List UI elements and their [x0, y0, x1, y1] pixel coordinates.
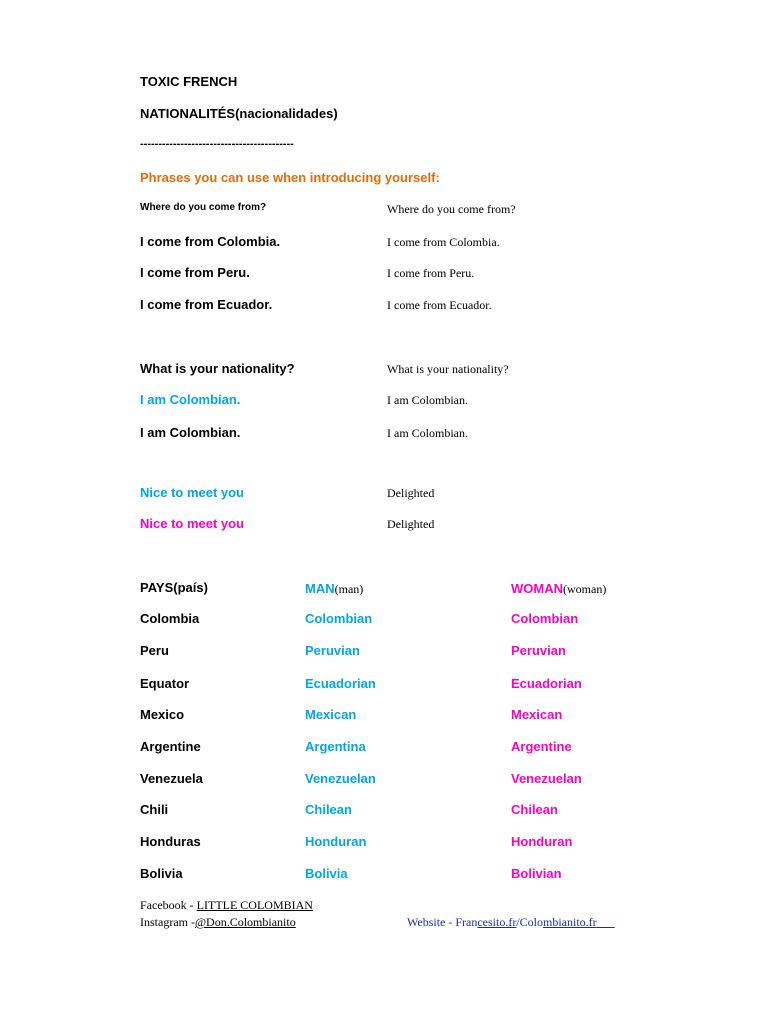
phrase-right: I come from Colombia. — [387, 235, 500, 249]
phrase-right: I am Colombian. — [387, 426, 468, 440]
document-subtitle: NATIONALITÉS(nacionalidades) — [140, 106, 338, 121]
phrase-left: What is your nationality? — [140, 361, 295, 376]
table-row-man: Ecuadorian — [305, 676, 376, 691]
website-separator: /Colo — [516, 915, 544, 929]
table-row-man: Honduran — [305, 834, 367, 849]
table-row-man: Bolivia — [305, 866, 348, 881]
phrase-left: I come from Ecuador. — [140, 297, 273, 312]
table-row-country: Argentine — [140, 739, 201, 754]
divider-line: ------------------------------------------ — [140, 138, 294, 150]
instagram-link[interactable]: @Don.Colombianito — [194, 915, 296, 929]
phrase-left: I come from Colombia. — [140, 234, 281, 249]
phrase-left: I come from Peru. — [140, 265, 250, 280]
phrase-left: Nice to meet you — [140, 516, 245, 531]
table-row-country: Mexico — [140, 707, 185, 722]
table-row-woman: Venezuelan — [511, 771, 582, 786]
woman-label: WOMAN — [511, 581, 563, 596]
table-row-woman: Bolivian — [511, 866, 562, 881]
table-row-woman: Chilean — [511, 802, 558, 817]
woman-note: (woman) — [563, 582, 607, 596]
table-row-man: Mexican — [305, 707, 357, 722]
phrase-left: Where do you come from? — [140, 202, 267, 213]
phrase-right: I come from Peru. — [387, 266, 475, 280]
table-row-country: Honduras — [140, 834, 201, 849]
table-header-woman — [511, 580, 606, 598]
table-row-man: Chilean — [305, 802, 352, 817]
man-note: (man) — [334, 582, 364, 596]
facebook-prefix: Facebook - — [140, 898, 197, 912]
table-row-woman: Argentine — [511, 739, 572, 754]
phrase-left: I am Colombian. — [140, 392, 241, 407]
facebook-link[interactable]: LITTLE COLOMBIAN — [196, 898, 313, 912]
table-row-man: Venezuelan — [305, 771, 376, 786]
website-prefix: Website - Fran — [407, 915, 478, 929]
table-row-country: Bolivia — [140, 866, 183, 881]
phrase-right: I come from Ecuador. — [387, 298, 492, 312]
phrase-left: I am Colombian. — [140, 425, 241, 440]
footer-website — [407, 915, 615, 930]
table-row-country: Colombia — [140, 611, 200, 626]
phrase-right: Delighted — [387, 486, 435, 500]
footer-facebook — [140, 898, 313, 913]
phrase-left: Nice to meet you — [140, 485, 245, 500]
document-title: TOXIC FRENCH — [140, 74, 238, 89]
phrase-right: Delighted — [387, 517, 435, 531]
phrase-right: I am Colombian. — [387, 393, 468, 407]
phrase-right: What is your nationality? — [387, 362, 509, 376]
table-row-country: Equator — [140, 676, 190, 691]
table-row-woman: Peruvian — [511, 643, 566, 658]
table-row-man: Argentina — [305, 739, 366, 754]
man-label: MAN — [305, 581, 335, 596]
table-header-country: PAYS(país) — [140, 580, 208, 595]
website-link-colombianito[interactable]: mbianito.fr — [543, 915, 597, 929]
phrases-heading: Phrases you can use when introducing yourself: — [140, 170, 440, 185]
table-row-woman: Colombian — [511, 611, 579, 626]
website-link-francesito[interactable]: cesito.fr — [477, 915, 517, 929]
table-row-woman: Ecuadorian — [511, 676, 582, 691]
table-row-woman: Mexican — [511, 707, 563, 722]
table-row-man: Colombian — [305, 611, 373, 626]
table-row-man: Peruvian — [305, 643, 360, 658]
instagram-prefix: Instagram - — [140, 915, 195, 929]
table-header-man — [305, 580, 363, 598]
table-row-country: Chili — [140, 802, 169, 817]
footer-instagram — [140, 915, 296, 930]
table-row-country: Venezuela — [140, 771, 203, 786]
phrase-right: Where do you come from? — [387, 202, 516, 216]
table-row-country: Peru — [140, 643, 169, 658]
website-underline-tail — [597, 915, 615, 929]
table-row-woman: Honduran — [511, 834, 573, 849]
